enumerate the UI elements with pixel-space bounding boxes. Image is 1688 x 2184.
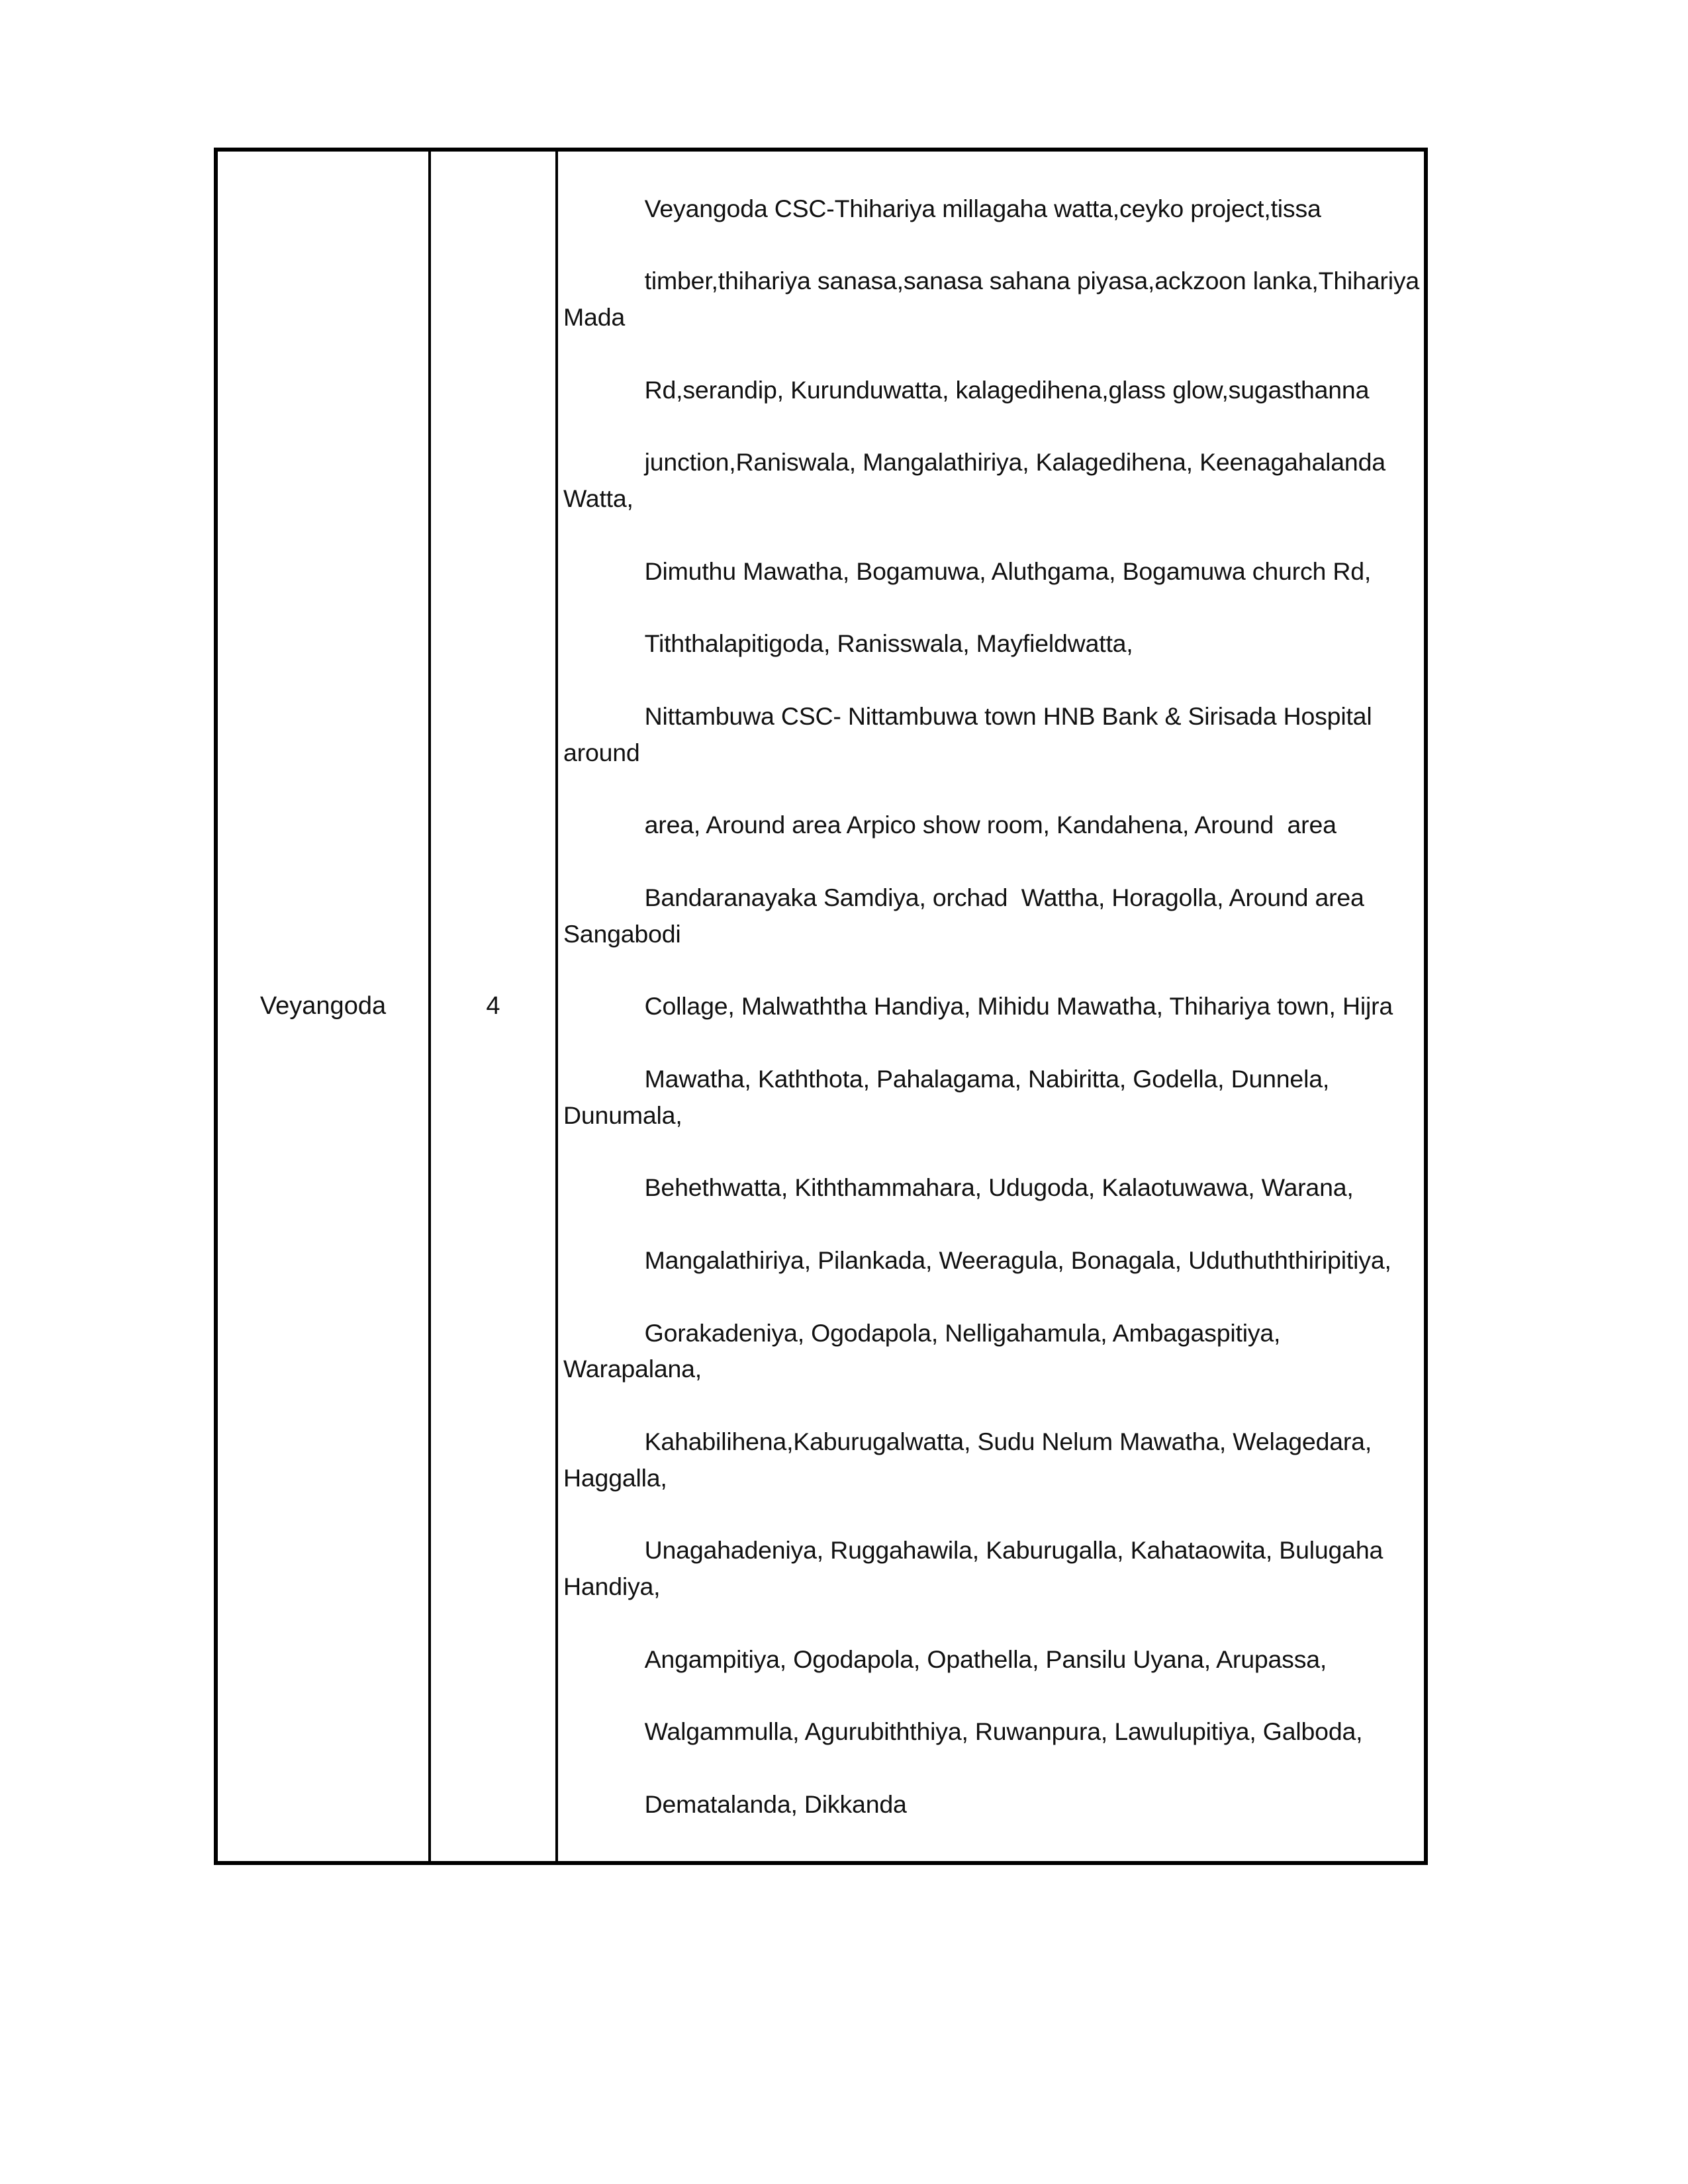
areas-line: junction,Raniswala, Mangalathiriya, Kalagedihena, Keenagahalanda Watta, [563, 448, 1393, 513]
areas-line: Gorakadeniya, Ogodapola, Nelligahamula, Ambagaspitiya, Warapalana, [563, 1318, 1288, 1383]
areas-cell [557, 150, 1426, 1863]
areas-line: Unagahadeniya, Ruggahawila, Kaburugalla, Kahataowita, Bulugaha Handiya, [563, 1536, 1390, 1601]
areas-line: Tiththalapitigoda, Ranisswala, Mayfieldwatta, [644, 629, 1133, 658]
service-area-table [214, 148, 1428, 1865]
areas-line: Rd,serandip, Kurunduwatta, kalagedihena,glass glow,sugasthanna [644, 375, 1370, 404]
areas-line: Walgammulla, Agurubiththiya, Ruwanpura, Lawulupitiya, Galboda, [644, 1717, 1363, 1746]
areas-line: Veyangoda CSC-Thihariya millagaha watta,ceyko project,tissa [644, 194, 1321, 222]
table-row [216, 150, 1426, 1863]
areas-line: Angampitiya, Ogodapola, Opathella, Pansilu Uyana, Arupassa, [644, 1645, 1327, 1673]
count-cell: 4 [430, 150, 557, 1863]
areas-line: Mawatha, Kaththota, Pahalagama, Nabiritta, Godella, Dunnela, Dunumala, [563, 1064, 1336, 1129]
areas-line: Dimuthu Mawatha, Bogamuwa, Aluthgama, Bogamuwa church Rd, [644, 557, 1372, 585]
areas-line: timber,thihariya sanasa,sanasa sahana piyasa,ackzoon lanka,Thihariya Mada [563, 267, 1427, 332]
areas-line: Behethwatta, Kiththammahara, Udugoda, Kalaotuwawa, Warana, [644, 1173, 1354, 1202]
areas-line: Collage, Malwaththa Handiya, Mihidu Mawatha, Thihariya town, Hijra [644, 992, 1393, 1021]
location-cell: Veyangoda [216, 150, 430, 1863]
areas-line: Dematalanda, Dikkanda [644, 1790, 907, 1818]
areas-line: Kahabilihena,Kaburugalwatta, Sudu Nelum Mawatha, Welagedara, Haggalla, [563, 1427, 1379, 1492]
areas-line: area, Around area Arpico show room, Kandahena, Around area [644, 811, 1336, 839]
areas-line: Bandaranayaka Samdiya, orchad Wattha, Horagolla, Around area Sangabodi [563, 883, 1371, 948]
areas-line: Mangalathiriya, Pilankada, Weeragula, Bonagala, Uduthuththiripitiya, [644, 1246, 1391, 1274]
areas-text [563, 154, 1427, 1858]
areas-line: Nittambuwa CSC- Nittambuwa town HNB Bank & Sirisada Hospital around [563, 702, 1379, 766]
